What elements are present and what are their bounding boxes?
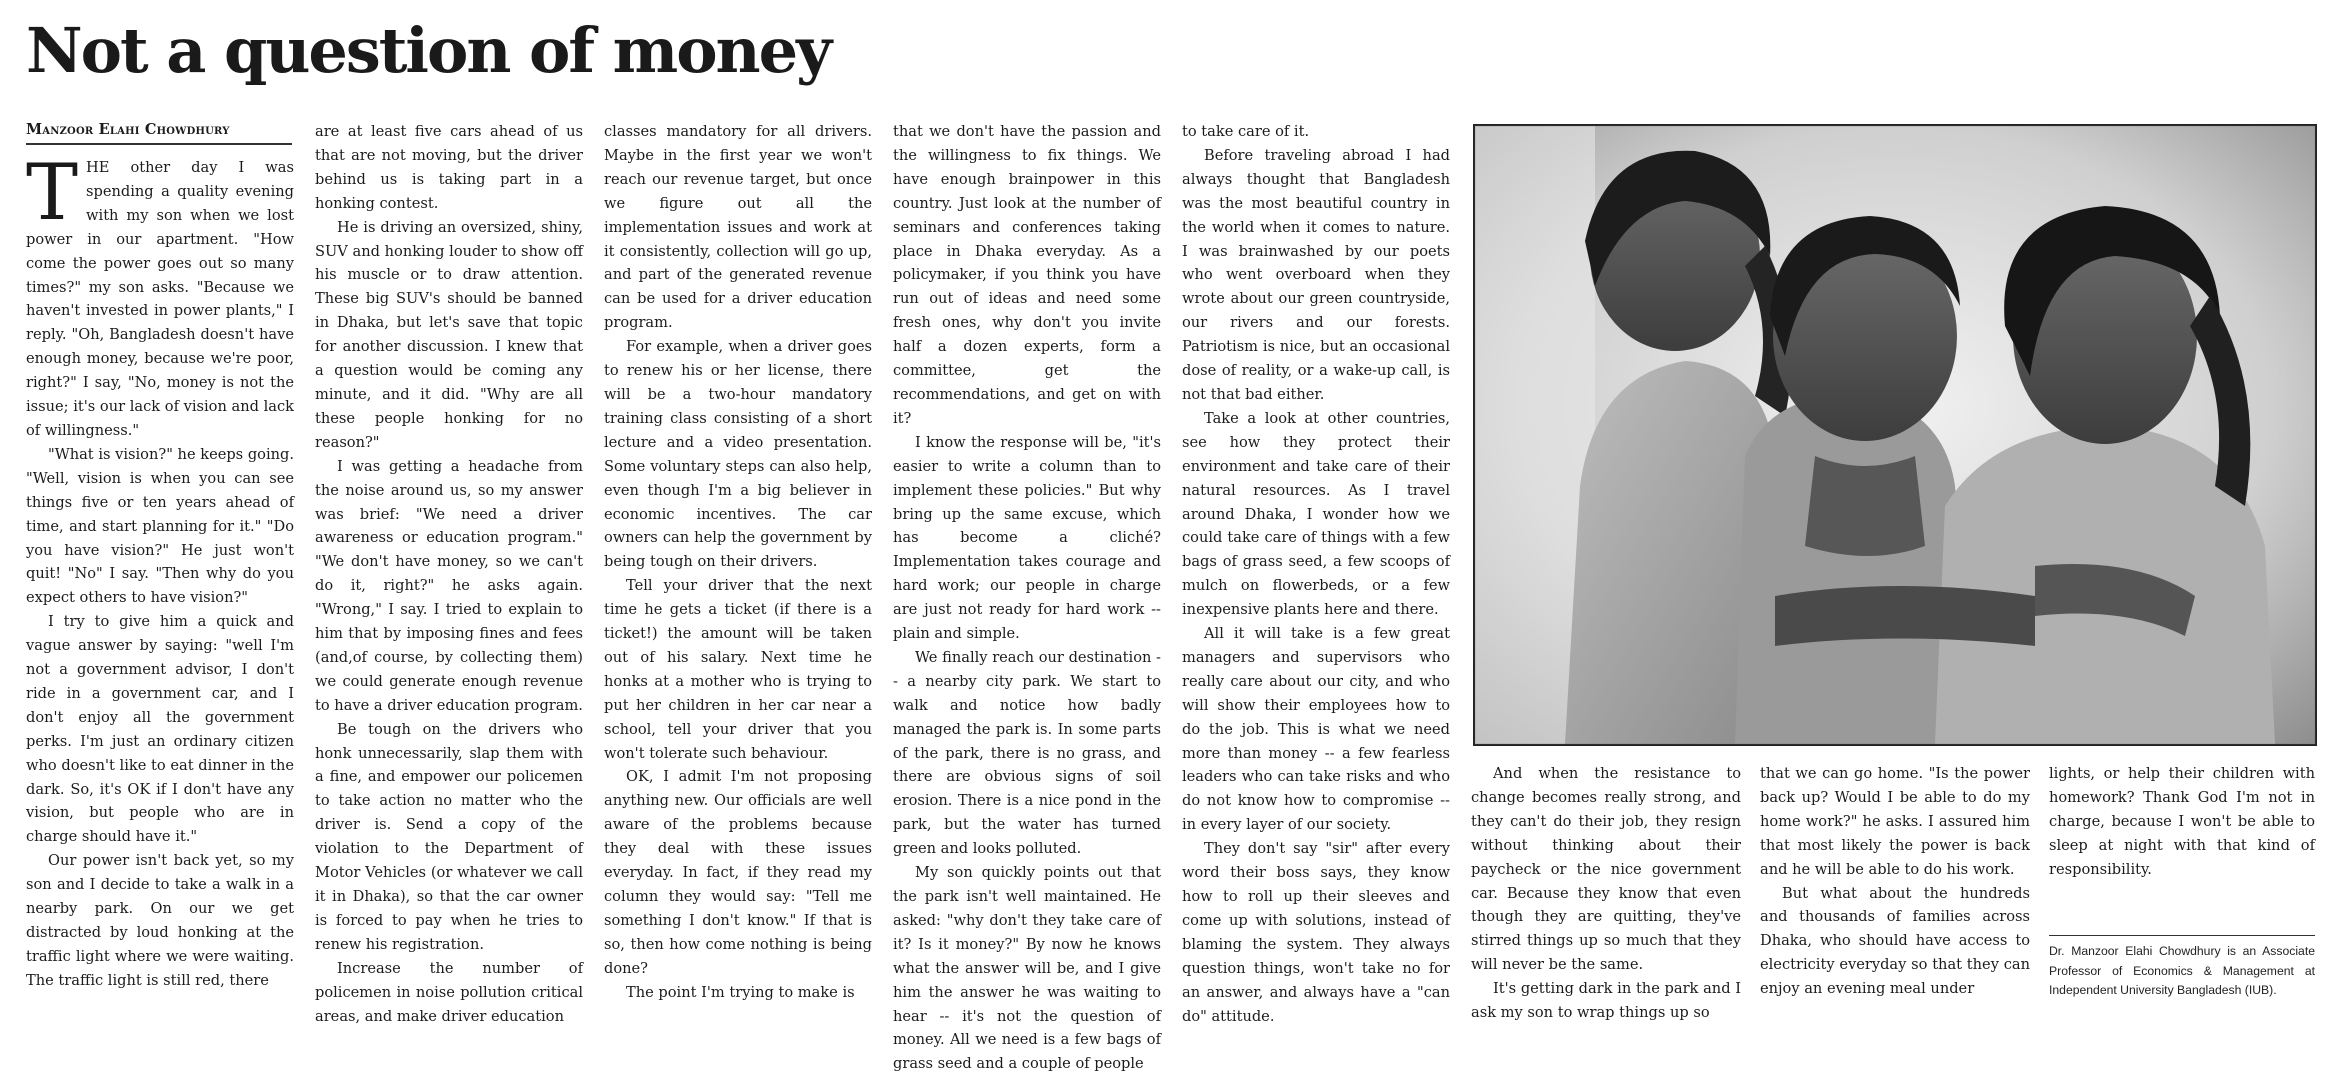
paragraph: All it will take is a few great managers and supervisors who really care about our city, and who will show their employees how to do the job. This is what we need more than money -- a few fearless leaders who can take risks and who do not know how to compromise -- in every layer of our society.: [1182, 625, 1450, 834]
paragraph: [26, 148, 294, 443]
paragraph: OK, I admit I'm not proposing anything new. Our officials are well aware of the problems because they deal with these issues everyday. In fact, if they read my column they would say: "Tell me something I don't know." If that is so, then how come nothing is being done?: [604, 768, 872, 977]
paragraph: that we don't have the passion and the willingness to fix things. We have enough brainpower in this country. Just look at the number of seminars and conferences taking place in Dhaka everyday. As a policymaker, if you think you have run out of ideas and need some fresh ones, why don't you invite half a dozen experts, form a committee, get the recommendations, and get on with it?: [893, 123, 1161, 427]
paragraph: classes mandatory for all drivers. Maybe in the first year we won't reach our revenue target, but once we figure out all the implementation issues and work at it consistently, collection will go up, and part of the generated revenue can be used for a driver education program.: [604, 123, 872, 332]
article-column-3: [604, 120, 872, 1034]
paragraph: Be tough on the drivers who honk unnecessarily, slap them with a fine, and empower our policemen to take action no matter who the driver is. Send a copy of the violation to the Department of Motor Vehicles (or whatever we call it in Dhaka), so that the car owner is forced to pay when he tries to renew his registration.: [315, 720, 583, 953]
paragraph: Our power isn't back yet, so my son and I decide to take a walk in a nearby park. On our we get distracted by loud honking at the traffic light where we were waiting. The traffic light is still red, there: [26, 852, 294, 989]
paragraph: My son quickly points out that the park isn't well maintained. He asked: "why don't they take care of it? Is it money?" By now he knows what the answer will be, and I give him the answer he was waiting to hear -- it's not the question of money. All we need is a few bags of grass seed and a couple of people: [893, 864, 1161, 1073]
paragraph: He is driving an oversized, shiny, SUV and honking louder to show off his muscle or to draw attention. These big SUV's should be banned in Dhaka, but let's save that topic for another discussion. I knew that a question would be coming any minute, and it did. "Why are all these people honking for no reason?": [315, 218, 583, 451]
byline: Manzoor Elahi Chowdhury: [26, 121, 292, 145]
paragraph: They don't say "sir" after every word their boss says, they know how to roll up their sleeves and come up with solutions, instead of blaming the system. They always question things, won't take no for an answer, and always have a "can do" attitude.: [1182, 840, 1450, 1025]
paragraph: It's getting dark in the park and I ask my son to wrap things up so: [1471, 980, 1741, 1022]
article-column-7: [1760, 762, 2030, 1034]
author-note: Dr. Manzoor Elahi Chowdhury is an Associate Professor of Economics & Management at Independent University Bangladesh (IUB).: [2049, 935, 2315, 1001]
paragraph: Increase the number of policemen in noise pollution critical areas, and make driver education: [315, 959, 583, 1025]
headline: Not a question of money: [26, 14, 831, 87]
paragraph: But what about the hundreds and thousands of families across Dhaka, who should have access to electricity everyday so that they can enjoy an evening meal under: [1760, 884, 2030, 998]
paragraph: Before traveling abroad I had always thought that Bangladesh was the most beautiful country in the world when it comes to nature. I was brainwashed by our poets who went overboard when they wrote about our green countryside, our rivers and our forests. Patriotism is nice, but an occasional dose of reality, or a wake-up call, is not that bad either.: [1182, 146, 1450, 403]
paragraph: I was getting a headache from the noise around us, so my answer was brief: "We need a driver awareness or education program." "We don't have money, so we can't do it, right?" he asks again. "Wrong," I say. I tried to explain to him that by imposing fines and fees (and,of course, by collecting them) we could generate enough revenue to have a driver education program.: [315, 457, 583, 714]
children-photo: [1473, 124, 2317, 746]
paragraph: Take a look at other countries, see how they protect their environment and take care of their natural resources. As I travel around Dhaka, I wonder how we could take care of things with a few bags of grass seed, a few scoops of mulch on flowerbeds, or a few inexpensive plants here and there.: [1182, 409, 1450, 619]
paragraph: Tell your driver that the next time he gets a ticket (if there is a ticket!) the amount will be taken out of his salary. Next time he honks at a mother who is trying to put her children in her car near a school, tell your driver that you won't tolerate such behaviour.: [604, 577, 872, 762]
article-column-5: [1182, 120, 1450, 1034]
paragraph: to take care of it.: [1182, 123, 1310, 140]
drop-cap: T: [26, 148, 79, 238]
article-column-8: [2049, 762, 2315, 908]
paragraph: We finally reach our destination -- a nearby city park. We start to walk and notice how badly managed the park is. In some parts of the park, there is no grass, and there are obvious signs of soil erosion. There is a nice pond in the park, but the water has turned green and looks polluted.: [893, 648, 1161, 858]
paragraph: I try to give him a quick and vague answer by saying: "well I'm not a government advisor, I don't ride in a government car, and I don't enjoy all the government perks. I'm just an ordinary citizen who doesn't like to eat dinner in the dark. So, it's OK if I don't have any vision, but people who are in charge should have it.": [26, 613, 294, 846]
article-column-2: [315, 120, 583, 1034]
paragraph: are at least five cars ahead of us that are not moving, but the driver behind us is taking part in a honking contest.: [315, 123, 583, 212]
paragraph-text: HE other day I was spending a quality evening with my son when we lost power in our apartment. "How come the power goes out so many times?" my son asks. "Because we haven't invested in power plants," I reply. "Oh, Bangladesh doesn't have enough money, because we're poor, right?" I say, "No, money is not the issue; it's our lack of vision and lack of willingness.": [26, 159, 294, 439]
paragraph: The point I'm trying to make is: [626, 983, 855, 1001]
paragraph: And when the resistance to change becomes really strong, and they can't do their job, they resign without thinking about their paycheck or the nice government car. Because they know that even though they are quitting, they've stirred things up so much that they will never be the same.: [1471, 765, 1741, 974]
article-column-4: [893, 120, 1161, 1073]
paragraph: "What is vision?" he keeps going. "Well, vision is when you can see things five or ten years ahead of time, and start planning for it." "Do you have vision?" He just won't quit! "No" I say. "Then why do you expect others to have vision?": [26, 445, 294, 607]
paragraph: that we can go home. "Is the power back up? Would I be able to do my home work?" he asks. I assured him that most likely the power is back and he will be able to do his work.: [1760, 765, 2030, 878]
article-column-6: [1471, 762, 1741, 1034]
article-column-1: [26, 148, 294, 1034]
paragraph: I know the response will be, "it's easier to write a column than to implement these policies." But why bring up the same excuse, which has become a cliché? Implementation takes courage and hard work; our people in charge are just not ready for hard work -- plain and simple.: [893, 433, 1161, 643]
paragraph: For example, when a driver goes to renew his or her license, there will be a two-hour mandatory training class consisting of a short lecture and a video presentation. Some voluntary steps can also help, even though I'm a big believer in economic incentives. The car owners can help the government by being tough on their drivers.: [604, 338, 872, 571]
paragraph: lights, or help their children with homework? Thank God I'm not in charge, because I won't be able to sleep at night with that kind of responsibility.: [2049, 765, 2315, 878]
